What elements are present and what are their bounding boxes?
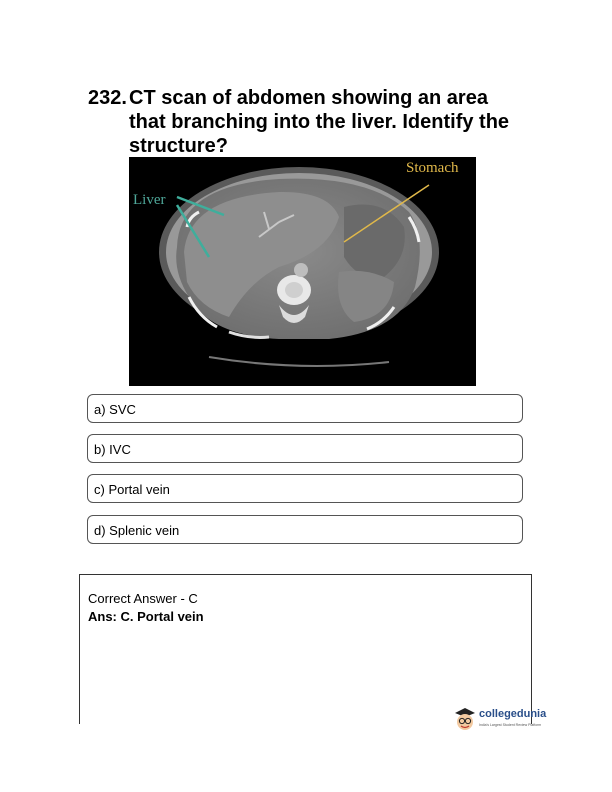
graduate-mascot-icon [453,706,477,734]
question [88,86,528,158]
option-a[interactable]: a) SVC [87,394,523,423]
ct-scan-image [129,157,476,386]
collegedunia-logo [453,706,563,736]
question-text: CT scan of abdomen showing an area that branching into the liver. Identify the structure? [129,87,510,157]
option-b[interactable]: b) IVC [87,434,523,463]
logo-tagline: India's Largest Student Review Platform [479,723,542,727]
correct-answer: Correct Answer - C [88,591,198,606]
logo-name: collegedunia [479,708,547,720]
liver-label: Liver [133,192,166,208]
answer-explanation: Ans: C. Portal vein [88,609,204,624]
option-d[interactable]: d) Splenic vein [87,515,523,544]
stomach-label: Stomach [406,160,459,176]
option-c[interactable]: c) Portal vein [87,474,523,503]
answer-box [79,574,532,724]
ct-scan-graphic [129,157,476,386]
question-number: 232. [88,87,127,109]
